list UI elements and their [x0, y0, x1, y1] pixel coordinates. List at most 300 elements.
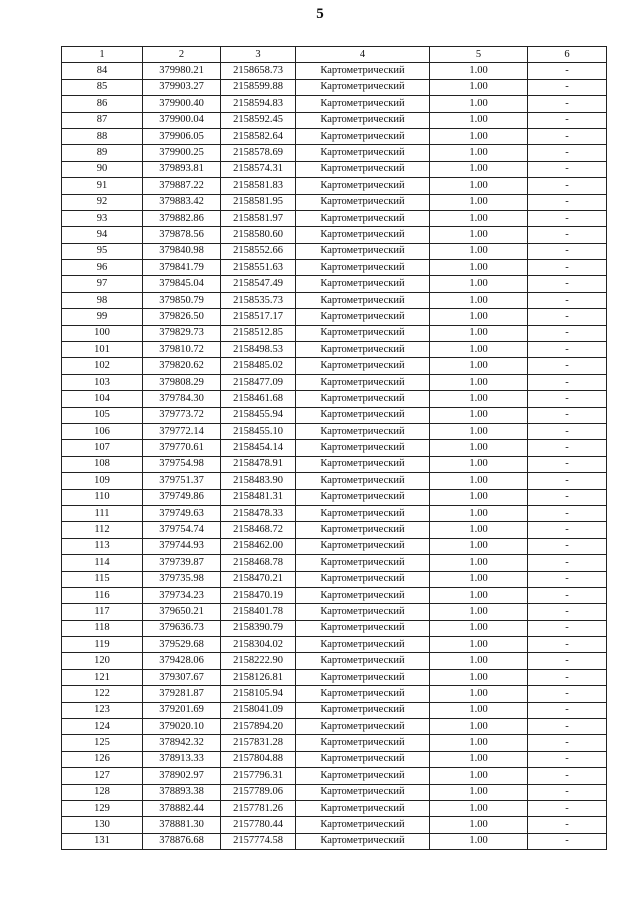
x-coordinate-cell: 379906.05 [143, 128, 221, 144]
table-row [62, 342, 607, 358]
note-cell: - [528, 63, 607, 79]
method-cell: Картометрический [296, 817, 430, 833]
accuracy-cell: 1.00 [430, 112, 528, 128]
y-coordinate-cell: 2158462.00 [221, 538, 296, 554]
point-number-cell: 99 [62, 309, 143, 325]
note-cell: - [528, 325, 607, 341]
accuracy-cell: 1.00 [430, 719, 528, 735]
x-coordinate-cell: 379754.74 [143, 522, 221, 538]
method-cell: Картометрический [296, 325, 430, 341]
note-cell: - [528, 423, 607, 439]
accuracy-cell: 1.00 [430, 128, 528, 144]
table-row [62, 178, 607, 194]
x-coordinate-cell: 379735.98 [143, 571, 221, 587]
accuracy-cell: 1.00 [430, 194, 528, 210]
x-coordinate-cell: 378876.68 [143, 833, 221, 849]
note-cell: - [528, 735, 607, 751]
method-cell: Картометрический [296, 358, 430, 374]
note-cell: - [528, 79, 607, 95]
y-coordinate-cell: 2158105.94 [221, 686, 296, 702]
y-coordinate-cell: 2158454.14 [221, 440, 296, 456]
method-cell: Картометрический [296, 210, 430, 226]
accuracy-cell: 1.00 [430, 96, 528, 112]
x-coordinate-cell: 379636.73 [143, 620, 221, 636]
table-row [62, 391, 607, 407]
y-coordinate-cell: 2157796.31 [221, 768, 296, 784]
note-cell: - [528, 555, 607, 571]
method-cell: Картометрический [296, 374, 430, 390]
method-cell: Картометрический [296, 538, 430, 554]
coordinates-table [61, 46, 607, 850]
note-cell: - [528, 800, 607, 816]
method-cell: Картометрический [296, 440, 430, 456]
point-number-cell: 107 [62, 440, 143, 456]
table-row [62, 784, 607, 800]
table-row [62, 112, 607, 128]
note-cell: - [528, 522, 607, 538]
method-cell: Картометрический [296, 473, 430, 489]
accuracy-cell: 1.00 [430, 620, 528, 636]
x-coordinate-cell: 379903.27 [143, 79, 221, 95]
table-header [62, 47, 607, 63]
x-coordinate-cell: 379810.72 [143, 342, 221, 358]
point-number-cell: 95 [62, 243, 143, 259]
y-coordinate-cell: 2157774.58 [221, 833, 296, 849]
point-number-cell: 106 [62, 423, 143, 439]
table-row [62, 604, 607, 620]
note-cell: - [528, 227, 607, 243]
method-cell: Картометрический [296, 620, 430, 636]
x-coordinate-cell: 379770.61 [143, 440, 221, 456]
table-row [62, 128, 607, 144]
table-row [62, 63, 607, 79]
y-coordinate-cell: 2158578.69 [221, 145, 296, 161]
table-row [62, 194, 607, 210]
x-coordinate-cell: 379751.37 [143, 473, 221, 489]
note-cell: - [528, 210, 607, 226]
y-coordinate-cell: 2158485.02 [221, 358, 296, 374]
method-cell: Картометрический [296, 587, 430, 603]
x-coordinate-cell: 379980.21 [143, 63, 221, 79]
method-cell: Картометрический [296, 292, 430, 308]
x-coordinate-cell: 378882.44 [143, 800, 221, 816]
accuracy-cell: 1.00 [430, 440, 528, 456]
table-row [62, 358, 607, 374]
y-coordinate-cell: 2158222.90 [221, 653, 296, 669]
x-coordinate-cell: 379020.10 [143, 719, 221, 735]
table-row [62, 653, 607, 669]
x-coordinate-cell: 378942.32 [143, 735, 221, 751]
method-cell: Картометрический [296, 702, 430, 718]
point-number-cell: 102 [62, 358, 143, 374]
method-cell: Картометрический [296, 522, 430, 538]
table-row [62, 735, 607, 751]
note-cell: - [528, 178, 607, 194]
method-cell: Картометрический [296, 145, 430, 161]
note-cell: - [528, 538, 607, 554]
table-row [62, 555, 607, 571]
y-coordinate-cell: 2158581.83 [221, 178, 296, 194]
x-coordinate-cell: 379900.04 [143, 112, 221, 128]
table-row [62, 325, 607, 341]
note-cell: - [528, 292, 607, 308]
method-cell: Картометрический [296, 456, 430, 472]
point-number-cell: 92 [62, 194, 143, 210]
table-row [62, 96, 607, 112]
method-cell: Картометрический [296, 637, 430, 653]
x-coordinate-cell: 379882.86 [143, 210, 221, 226]
table-row [62, 686, 607, 702]
header-row [62, 47, 607, 63]
y-coordinate-cell: 2158461.68 [221, 391, 296, 407]
table-row [62, 407, 607, 423]
y-coordinate-cell: 2157831.28 [221, 735, 296, 751]
x-coordinate-cell: 378913.33 [143, 751, 221, 767]
point-number-cell: 125 [62, 735, 143, 751]
method-cell: Картометрический [296, 178, 430, 194]
table-row [62, 817, 607, 833]
y-coordinate-cell: 2157781.26 [221, 800, 296, 816]
point-number-cell: 109 [62, 473, 143, 489]
note-cell: - [528, 276, 607, 292]
note-cell: - [528, 374, 607, 390]
point-number-cell: 119 [62, 637, 143, 653]
x-coordinate-cell: 379826.50 [143, 309, 221, 325]
method-cell: Картометрический [296, 423, 430, 439]
note-cell: - [528, 768, 607, 784]
note-cell: - [528, 620, 607, 636]
y-coordinate-cell: 2157894.20 [221, 719, 296, 735]
point-number-cell: 118 [62, 620, 143, 636]
method-cell: Картометрический [296, 735, 430, 751]
method-cell: Картометрический [296, 96, 430, 112]
y-coordinate-cell: 2158477.09 [221, 374, 296, 390]
note-cell: - [528, 112, 607, 128]
point-number-cell: 108 [62, 456, 143, 472]
note-cell: - [528, 243, 607, 259]
y-coordinate-cell: 2158552.66 [221, 243, 296, 259]
accuracy-cell: 1.00 [430, 456, 528, 472]
accuracy-cell: 1.00 [430, 292, 528, 308]
y-coordinate-cell: 2158658.73 [221, 63, 296, 79]
accuracy-cell: 1.00 [430, 833, 528, 849]
table-row [62, 669, 607, 685]
point-number-cell: 87 [62, 112, 143, 128]
x-coordinate-cell: 379772.14 [143, 423, 221, 439]
method-cell: Картометрический [296, 800, 430, 816]
point-number-cell: 120 [62, 653, 143, 669]
x-coordinate-cell: 379878.56 [143, 227, 221, 243]
y-coordinate-cell: 2158481.31 [221, 489, 296, 505]
column-header-4: 4 [296, 47, 430, 63]
table-row [62, 751, 607, 767]
accuracy-cell: 1.00 [430, 309, 528, 325]
accuracy-cell: 1.00 [430, 702, 528, 718]
y-coordinate-cell: 2158390.79 [221, 620, 296, 636]
x-coordinate-cell: 379841.79 [143, 260, 221, 276]
method-cell: Картометрический [296, 555, 430, 571]
x-coordinate-cell: 379749.63 [143, 505, 221, 521]
note-cell: - [528, 817, 607, 833]
method-cell: Картометрический [296, 571, 430, 587]
x-coordinate-cell: 379529.68 [143, 637, 221, 653]
note-cell: - [528, 473, 607, 489]
method-cell: Картометрический [296, 686, 430, 702]
accuracy-cell: 1.00 [430, 522, 528, 538]
x-coordinate-cell: 378902.97 [143, 768, 221, 784]
column-header-2: 2 [143, 47, 221, 63]
note-cell: - [528, 407, 607, 423]
y-coordinate-cell: 2158581.97 [221, 210, 296, 226]
table-row [62, 538, 607, 554]
column-header-5: 5 [430, 47, 528, 63]
y-coordinate-cell: 2158599.88 [221, 79, 296, 95]
point-number-cell: 97 [62, 276, 143, 292]
x-coordinate-cell: 379201.69 [143, 702, 221, 718]
accuracy-cell: 1.00 [430, 358, 528, 374]
method-cell: Картометрический [296, 719, 430, 735]
accuracy-cell: 1.00 [430, 391, 528, 407]
note-cell: - [528, 391, 607, 407]
x-coordinate-cell: 378881.30 [143, 817, 221, 833]
x-coordinate-cell: 379650.21 [143, 604, 221, 620]
table-row [62, 374, 607, 390]
point-number-cell: 101 [62, 342, 143, 358]
point-number-cell: 114 [62, 555, 143, 571]
method-cell: Картометрический [296, 161, 430, 177]
y-coordinate-cell: 2158582.64 [221, 128, 296, 144]
table-row [62, 620, 607, 636]
point-number-cell: 103 [62, 374, 143, 390]
accuracy-cell: 1.00 [430, 79, 528, 95]
y-coordinate-cell: 2157789.06 [221, 784, 296, 800]
accuracy-cell: 1.00 [430, 63, 528, 79]
column-header-1: 1 [62, 47, 143, 63]
accuracy-cell: 1.00 [430, 407, 528, 423]
note-cell: - [528, 440, 607, 456]
y-coordinate-cell: 2158401.78 [221, 604, 296, 620]
point-number-cell: 129 [62, 800, 143, 816]
method-cell: Картометрический [296, 407, 430, 423]
method-cell: Картометрический [296, 751, 430, 767]
point-number-cell: 112 [62, 522, 143, 538]
accuracy-cell: 1.00 [430, 227, 528, 243]
method-cell: Картометрический [296, 128, 430, 144]
x-coordinate-cell: 379900.40 [143, 96, 221, 112]
point-number-cell: 113 [62, 538, 143, 554]
table-row [62, 833, 607, 849]
y-coordinate-cell: 2158126.81 [221, 669, 296, 685]
x-coordinate-cell: 379773.72 [143, 407, 221, 423]
x-coordinate-cell: 379900.25 [143, 145, 221, 161]
table-row [62, 292, 607, 308]
table-row [62, 423, 607, 439]
accuracy-cell: 1.00 [430, 686, 528, 702]
method-cell: Картометрический [296, 194, 430, 210]
note-cell: - [528, 669, 607, 685]
accuracy-cell: 1.00 [430, 751, 528, 767]
accuracy-cell: 1.00 [430, 210, 528, 226]
x-coordinate-cell: 379850.79 [143, 292, 221, 308]
point-number-cell: 96 [62, 260, 143, 276]
note-cell: - [528, 342, 607, 358]
accuracy-cell: 1.00 [430, 784, 528, 800]
note-cell: - [528, 587, 607, 603]
y-coordinate-cell: 2158468.78 [221, 555, 296, 571]
table-row [62, 243, 607, 259]
note-cell: - [528, 637, 607, 653]
note-cell: - [528, 145, 607, 161]
x-coordinate-cell: 379893.81 [143, 161, 221, 177]
method-cell: Картометрический [296, 391, 430, 407]
point-number-cell: 104 [62, 391, 143, 407]
point-number-cell: 84 [62, 63, 143, 79]
x-coordinate-cell: 379281.87 [143, 686, 221, 702]
x-coordinate-cell: 379840.98 [143, 243, 221, 259]
method-cell: Картометрический [296, 112, 430, 128]
accuracy-cell: 1.00 [430, 604, 528, 620]
x-coordinate-cell: 379845.04 [143, 276, 221, 292]
table-row [62, 227, 607, 243]
y-coordinate-cell: 2158468.72 [221, 522, 296, 538]
y-coordinate-cell: 2158455.94 [221, 407, 296, 423]
accuracy-cell: 1.00 [430, 653, 528, 669]
x-coordinate-cell: 379749.86 [143, 489, 221, 505]
note-cell: - [528, 653, 607, 669]
note-cell: - [528, 751, 607, 767]
table-row [62, 800, 607, 816]
point-number-cell: 90 [62, 161, 143, 177]
method-cell: Картометрический [296, 63, 430, 79]
page-number: 5 [316, 6, 324, 22]
note-cell: - [528, 505, 607, 521]
accuracy-cell: 1.00 [430, 276, 528, 292]
table-row [62, 456, 607, 472]
point-number-cell: 130 [62, 817, 143, 833]
accuracy-cell: 1.00 [430, 538, 528, 554]
y-coordinate-cell: 2158478.33 [221, 505, 296, 521]
note-cell: - [528, 571, 607, 587]
table-row [62, 768, 607, 784]
point-number-cell: 126 [62, 751, 143, 767]
method-cell: Картометрический [296, 505, 430, 521]
y-coordinate-cell: 2158592.45 [221, 112, 296, 128]
x-coordinate-cell: 379428.06 [143, 653, 221, 669]
method-cell: Картометрический [296, 79, 430, 95]
accuracy-cell: 1.00 [430, 325, 528, 341]
accuracy-cell: 1.00 [430, 161, 528, 177]
accuracy-cell: 1.00 [430, 768, 528, 784]
accuracy-cell: 1.00 [430, 342, 528, 358]
point-number-cell: 128 [62, 784, 143, 800]
note-cell: - [528, 833, 607, 849]
y-coordinate-cell: 2158517.17 [221, 309, 296, 325]
point-number-cell: 121 [62, 669, 143, 685]
table-row [62, 522, 607, 538]
x-coordinate-cell: 379754.98 [143, 456, 221, 472]
method-cell: Картометрический [296, 342, 430, 358]
y-coordinate-cell: 2158512.85 [221, 325, 296, 341]
x-coordinate-cell: 379887.22 [143, 178, 221, 194]
y-coordinate-cell: 2158483.90 [221, 473, 296, 489]
point-number-cell: 91 [62, 178, 143, 194]
accuracy-cell: 1.00 [430, 489, 528, 505]
method-cell: Картометрический [296, 833, 430, 849]
point-number-cell: 123 [62, 702, 143, 718]
column-header-3: 3 [221, 47, 296, 63]
point-number-cell: 86 [62, 96, 143, 112]
y-coordinate-cell: 2158574.31 [221, 161, 296, 177]
note-cell: - [528, 161, 607, 177]
method-cell: Картометрический [296, 784, 430, 800]
table-row [62, 276, 607, 292]
method-cell: Картометрический [296, 653, 430, 669]
note-cell: - [528, 96, 607, 112]
accuracy-cell: 1.00 [430, 374, 528, 390]
method-cell: Картометрический [296, 227, 430, 243]
x-coordinate-cell: 379883.42 [143, 194, 221, 210]
y-coordinate-cell: 2158470.21 [221, 571, 296, 587]
x-coordinate-cell: 379307.67 [143, 669, 221, 685]
accuracy-cell: 1.00 [430, 800, 528, 816]
method-cell: Картометрический [296, 604, 430, 620]
point-number-cell: 98 [62, 292, 143, 308]
y-coordinate-cell: 2158594.83 [221, 96, 296, 112]
note-cell: - [528, 604, 607, 620]
table-row [62, 505, 607, 521]
accuracy-cell: 1.00 [430, 587, 528, 603]
table-row [62, 79, 607, 95]
x-coordinate-cell: 379744.93 [143, 538, 221, 554]
x-coordinate-cell: 379820.62 [143, 358, 221, 374]
y-coordinate-cell: 2157780.44 [221, 817, 296, 833]
table-row [62, 702, 607, 718]
point-number-cell: 93 [62, 210, 143, 226]
note-cell: - [528, 784, 607, 800]
point-number-cell: 124 [62, 719, 143, 735]
method-cell: Картометрический [296, 669, 430, 685]
note-cell: - [528, 260, 607, 276]
accuracy-cell: 1.00 [430, 260, 528, 276]
accuracy-cell: 1.00 [430, 473, 528, 489]
point-number-cell: 94 [62, 227, 143, 243]
y-coordinate-cell: 2158535.73 [221, 292, 296, 308]
point-number-cell: 110 [62, 489, 143, 505]
y-coordinate-cell: 2158498.53 [221, 342, 296, 358]
method-cell: Картометрический [296, 309, 430, 325]
point-number-cell: 100 [62, 325, 143, 341]
y-coordinate-cell: 2158455.10 [221, 423, 296, 439]
accuracy-cell: 1.00 [430, 817, 528, 833]
table-row [62, 309, 607, 325]
accuracy-cell: 1.00 [430, 669, 528, 685]
note-cell: - [528, 358, 607, 374]
table-row [62, 260, 607, 276]
note-cell: - [528, 456, 607, 472]
y-coordinate-cell: 2158581.95 [221, 194, 296, 210]
method-cell: Картометрический [296, 768, 430, 784]
x-coordinate-cell: 378893.38 [143, 784, 221, 800]
accuracy-cell: 1.00 [430, 571, 528, 587]
table-row [62, 587, 607, 603]
note-cell: - [528, 686, 607, 702]
table-row [62, 473, 607, 489]
accuracy-cell: 1.00 [430, 555, 528, 571]
x-coordinate-cell: 379739.87 [143, 555, 221, 571]
accuracy-cell: 1.00 [430, 178, 528, 194]
note-cell: - [528, 194, 607, 210]
point-number-cell: 122 [62, 686, 143, 702]
